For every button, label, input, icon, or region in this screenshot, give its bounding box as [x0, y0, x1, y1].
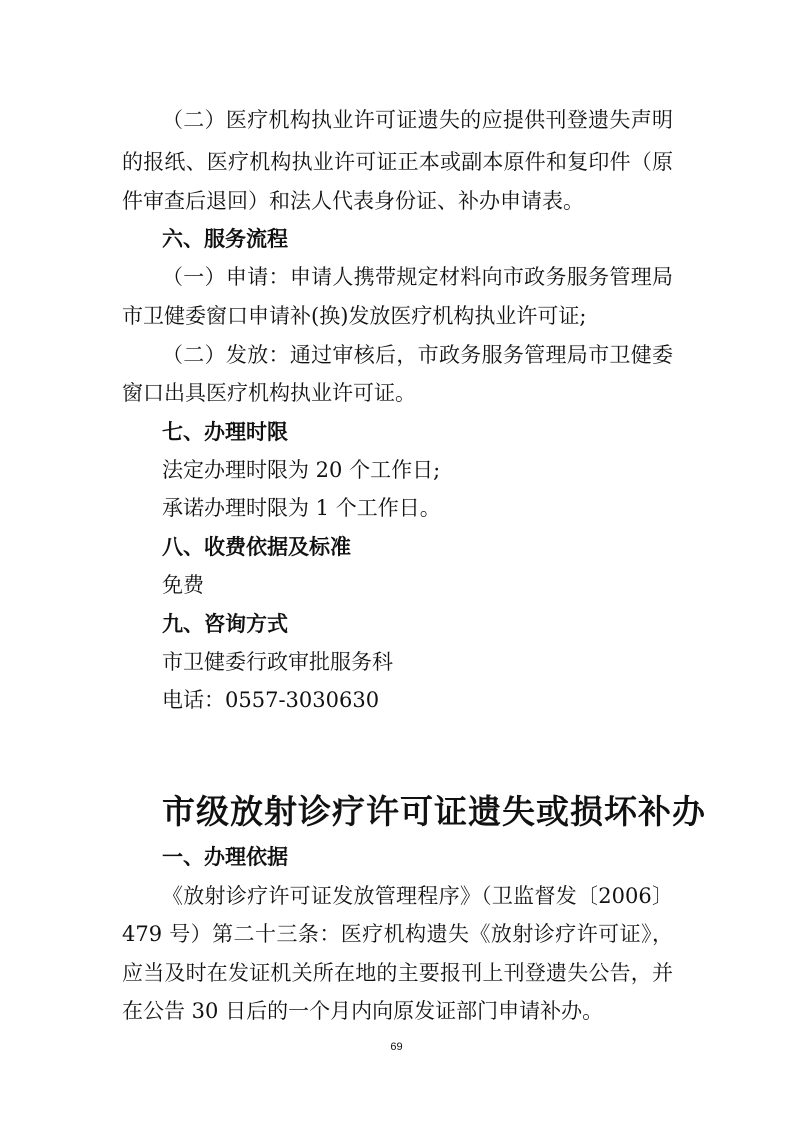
- paragraph-line: 的报纸、医疗机构执业许可证正本或副本原件和复印件（原: [122, 150, 673, 174]
- paragraph-line: 市卫健委行政审批服务科: [162, 650, 393, 674]
- section-heading-9: 九、咨询方式: [162, 612, 288, 636]
- paragraph-line: 件审查后退回）和法人代表身份证、补办申请表。: [122, 189, 584, 213]
- paragraph-line: （二）医疗机构执业许可证遗失的应提供刊登遗失声明: [162, 108, 673, 132]
- contact-phone: 电话：0557-3030630: [162, 688, 380, 712]
- paragraph-line: （二）发放：通过审核后，市政务服务管理局市卫健委: [162, 343, 673, 367]
- paragraph-line: （一）申请：申请人携带规定材料向市政务服务管理局: [162, 265, 673, 289]
- section-heading-6: 六、服务流程: [162, 227, 288, 251]
- paragraph-line: 应当及时在发证机关所在地的主要报刊上刊登遗失公告，并: [122, 961, 673, 985]
- paragraph-line: 免费: [162, 573, 204, 597]
- section-title: 市级放射诊疗许可证遗失或损坏补办: [162, 792, 706, 831]
- paragraph-line: 承诺办理时限为 1 个工作日。: [162, 496, 441, 520]
- section-heading-1: 一、办理依据: [162, 845, 288, 869]
- paragraph-line: 法定办理时限为 20 个工作日;: [162, 458, 441, 482]
- paragraph-line: 在公告 30 日后的一个月内向原发证部门申请补办。: [122, 999, 604, 1023]
- paragraph-line: 窗口出具医疗机构执业许可证。: [122, 381, 416, 405]
- page-number: 69: [390, 1041, 403, 1053]
- section-heading-7: 七、办理时限: [162, 420, 288, 444]
- section-heading-8: 八、收费依据及标准: [162, 535, 351, 559]
- paragraph-line: 市卫健委窗口申请补(换)发放医疗机构执业许可证;: [122, 304, 587, 328]
- paragraph-line: 479 号）第二十三条：医疗机构遗失《放射诊疗许可证》，: [122, 922, 673, 946]
- paragraph-line: 《放射诊疗许可证发放管理程序》（卫监督发〔2006〕: [162, 884, 673, 908]
